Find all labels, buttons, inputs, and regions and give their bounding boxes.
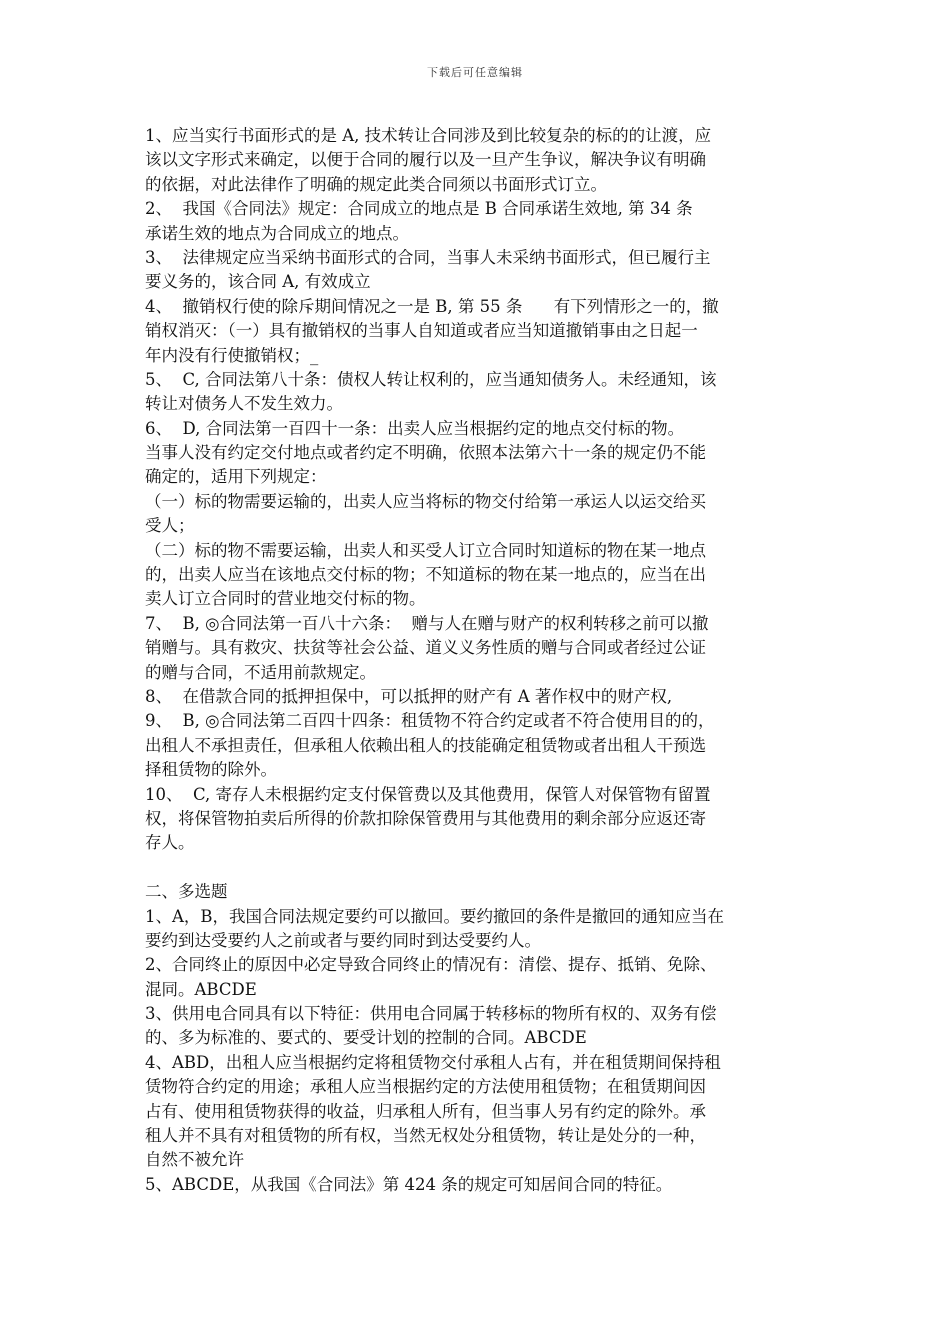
text-line: 2、合同终止的原因中必定导致合同终止的情况有：清偿、提存、抵销、免除、	[145, 955, 717, 975]
text-line: 混同。ABCDE	[145, 979, 257, 999]
text-line: 自然不被允许	[145, 1150, 244, 1170]
text-line: 8、 在借款合同的抵押担保中，可以抵押的财产有 A 著作权中的财产权,	[145, 686, 673, 706]
text-line: 的，出卖人应当在该地点交付标的物；不知道标的物在某一地点的，应当在出	[145, 565, 706, 585]
text-line: 1、应当实行书面形式的是 A, 技术转让合同涉及到比较复杂的标的的让渡，应	[145, 126, 712, 145]
document-body	[145, 124, 810, 1197]
text-line: 销赠与。具有救灾、扶贫等社会公益、道义义务性质的赠与合同或者经过公证	[145, 638, 706, 658]
text-line: 存人。	[145, 833, 195, 853]
text-line: 2、 我国《合同法》规定：合同成立的地点是 B 合同承诺生效地, 第 34 条	[145, 199, 693, 219]
text-line: 择租赁物的除外。	[145, 760, 277, 780]
text-line: 受人；	[145, 516, 195, 536]
text-line: 二、多选题	[145, 882, 228, 902]
text-line: 确定的，适用下列规定：	[145, 467, 327, 487]
text-line: 销权消灭：（一）具有撤销权的当事人自知道或者应当知道撤销事由之日起一	[145, 321, 698, 341]
text-line: 4、 撤销权行使的除斥期间情况之一是 B, 第 55 条 有下列情形之一的，撤	[145, 296, 719, 316]
text-line: 10、 C, 寄存人未根据约定支付保管费以及其他费用，保管人对保管物有留置	[145, 784, 711, 804]
text-line: 3、 法律规定应当采纳书面形式的合同，当事人未采纳书面形式，但已履行主	[145, 247, 711, 267]
text-line: 的依据，对此法律作了明确的规定此类合同须以书面形式订立。	[145, 174, 607, 194]
text-line: 卖人订立合同时的营业地交付标的物。	[145, 589, 426, 609]
text-line: （二）标的物不需要运输，出卖人和买受人订立合同时知道标的物在某一地点	[145, 540, 706, 560]
text-line: 占有、使用租赁物获得的收益，归承租人所有，但当事人另有约定的除外。承	[145, 1101, 706, 1121]
page-header: 下载后可任意编辑	[427, 66, 523, 79]
text-line: 转让对债务人不发生效力。	[145, 394, 343, 414]
text-line: 要约到达受要约人之前或者与要约同时到达受要约人。	[145, 930, 541, 950]
text-line: 出租人不承担责任，但承租人依赖出租人的技能确定租赁物或者出租人干预选	[145, 735, 706, 755]
text-line: 的赠与合同，不适用前款规定。	[145, 662, 376, 682]
text-line: 承诺生效的地点为合同成立的地点。	[145, 223, 409, 243]
text-line: 3、供用电合同具有以下特征：供用电合同属于转移标的物所有权的、双务有偿	[145, 1004, 717, 1024]
blank-line	[145, 856, 810, 880]
text-line: 5、 C, 合同法第八十条：债权人转让权利的，应当通知债务人。未经通知，该	[145, 369, 717, 389]
text-line: 要义务的，该合同 A, 有效成立	[145, 272, 371, 292]
text-line: 权，将保管物拍卖后所得的价款扣除保管费用与其他费用的剩余部分应返还寄	[145, 808, 706, 828]
text-line: 1、A，B，我国合同法规定要约可以撤回。要约撤回的条件是撤回的通知应当在	[145, 906, 725, 926]
text-line: 租人并不具有对租赁物的所有权，当然无权处分租赁物，转让是处分的一种，	[145, 1126, 706, 1146]
text-line: 赁物符合约定的用途；承租人应当根据约定的方法使用租赁物；在租赁期间因	[145, 1077, 706, 1097]
text-line: 的、多为标准的、要式的、要受计划的控制的合同。ABCDE	[145, 1028, 587, 1048]
text-line: 9、 B, ◎合同法第二百四十四条：租赁物不符合约定或者不符合使用目的的，	[145, 711, 715, 731]
text-line: 该以文字形式来确定，以便于合同的履行以及一旦产生争议，解决争议有明确	[145, 150, 706, 170]
text-line: 6、 D, 合同法第一百四十一条：出卖人应当根据约定的地点交付标的物。	[145, 418, 685, 438]
text-line: （一）标的物需要运输的，出卖人应当将标的物交付给第一承运人以运交给买	[145, 491, 706, 511]
text-line: 5、ABCDE，从我国《合同法》第 424 条的规定可知居间合同的特征。	[145, 1174, 673, 1194]
text-line: 当事人没有约定交付地点或者约定不明确，依照本法第六十一条的规定仍不能	[145, 443, 706, 463]
text-line: 年内没有行使撤销权；_	[145, 345, 319, 365]
text-line: 4、ABD，出租人应当根据约定将租赁物交付承租人占有，并在租赁期间保持租	[145, 1052, 721, 1072]
text-line: 7、 B, ◎合同法第一百八十六条： 赠与人在赠与财产的权利转移之前可以撤	[145, 613, 709, 633]
